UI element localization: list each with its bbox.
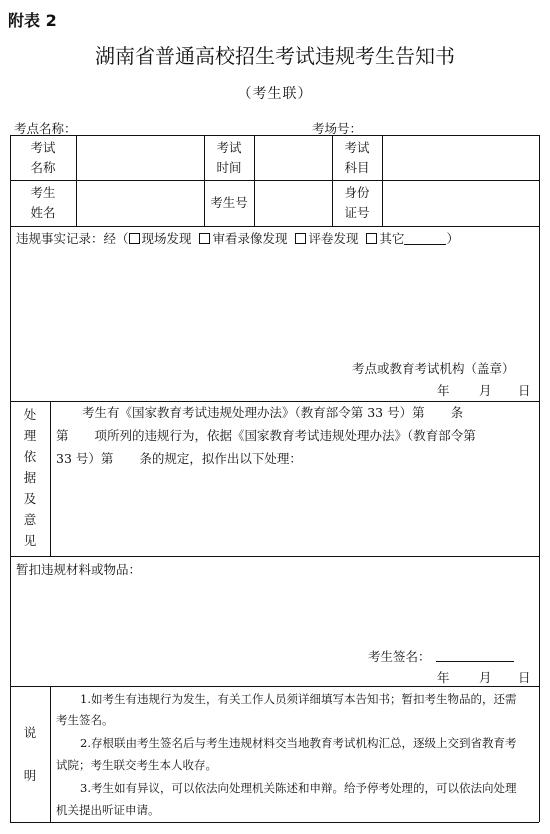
note-3-line-2: 机关提出听证申请。 xyxy=(56,803,160,817)
table-border-right xyxy=(539,135,540,822)
seal-date-month: 月 xyxy=(479,383,492,398)
exam-time-label: 考试 时间 xyxy=(216,139,242,175)
handling-text-line-1: 考生有《国家教育考试违规处理办法》（教育部令第 33 号）第 条 xyxy=(82,405,464,420)
checkbox-video-review[interactable] xyxy=(199,233,210,244)
side-char: 意 xyxy=(23,512,37,527)
violation-record-line xyxy=(16,229,459,247)
handling-text-line-3: 33 号）第 条的规定，拟作出以下处理： xyxy=(56,451,302,466)
side-char: 处 xyxy=(23,407,37,422)
row-divider xyxy=(10,226,539,227)
attachment-label: 附表 2 xyxy=(8,11,57,30)
checkbox-onsite[interactable] xyxy=(129,233,140,244)
note-1-line-2: 考生签名。 xyxy=(56,713,114,727)
exam-subject-field[interactable] xyxy=(383,136,539,180)
room-number-label: 考场号： xyxy=(312,121,363,136)
option-onsite: 现场发现 xyxy=(141,231,192,246)
candidate-number-field[interactable] xyxy=(255,181,332,226)
option-grading: 评卷发现 xyxy=(308,231,359,246)
candidate-name-label: 考生 姓名 xyxy=(30,185,56,220)
checkbox-grading[interactable] xyxy=(295,233,306,244)
signature-date-month: 月 xyxy=(479,670,492,685)
seal-label: 考点或教育考试机构（盖章） xyxy=(352,361,515,376)
side-char: 见 xyxy=(23,533,37,548)
document-title: 湖南省普通高校招生考试违规考生告知书 xyxy=(95,44,455,68)
site-name-label: 考点名称： xyxy=(14,121,77,136)
exam-name-field[interactable] xyxy=(77,136,204,180)
seized-items-label: 暂扣违规材料或物品： xyxy=(16,562,142,577)
exam-name-label: 考试 名称 xyxy=(30,139,56,175)
exam-subject-label: 考试 科目 xyxy=(344,139,370,175)
signature-date-day: 日 xyxy=(518,670,531,685)
note-2-line-2: 试院；考生联交考生本人收存。 xyxy=(56,758,217,772)
violation-record-label: 违规事实记录：经（ xyxy=(16,231,129,246)
option-other: 其它 xyxy=(379,231,405,246)
signature-date-year: 年 xyxy=(437,670,450,685)
option-video-review: 审看录像发现 xyxy=(212,231,288,246)
notes-side-char: 说 xyxy=(23,725,37,740)
note-3-line-1: 3.考生如有异议，可以依法向处理机关陈述和申辩。给予停考处理的，可以依法向处理 xyxy=(80,781,517,795)
table-border-left xyxy=(10,135,11,822)
handling-text-line-2: 第 项所列的违规行为，依据《国家教育考试违规处理办法》（教育部令第 xyxy=(56,428,476,443)
side-char: 依 xyxy=(23,449,37,464)
signature-line[interactable] xyxy=(436,661,514,662)
seal-date-year: 年 xyxy=(437,383,450,398)
side-char: 理 xyxy=(23,428,37,443)
signature-label: 考生签名： xyxy=(368,649,431,664)
exam-time-field[interactable] xyxy=(255,136,332,180)
side-char: 据 xyxy=(23,470,37,485)
candidate-number-label: 考生号 xyxy=(210,195,248,210)
column-divider xyxy=(50,686,51,822)
note-2-line-1: 2.存根联由考生签名后与考生违规材料交当地教育考试机构汇总，逐级上交到省教育考 xyxy=(80,736,517,750)
row-divider xyxy=(10,556,539,557)
candidate-name-field[interactable] xyxy=(77,181,204,226)
table-border-bottom xyxy=(10,822,539,823)
note-1-line-1: 1.如考生有违规行为发生，有关工作人员须详细填写本告知书；暂扣考生物品的，还需 xyxy=(80,692,517,706)
checkbox-other[interactable] xyxy=(366,233,377,244)
id-number-field[interactable] xyxy=(383,181,539,226)
other-fill-line[interactable] xyxy=(404,232,446,245)
violation-close-paren: ） xyxy=(446,231,459,246)
column-divider xyxy=(50,401,51,556)
notes-side-char: 明 xyxy=(23,768,37,783)
id-number-label: 身份 证号 xyxy=(344,185,370,220)
seal-date-day: 日 xyxy=(518,383,531,398)
side-char: 及 xyxy=(23,491,37,506)
document-subtitle: （考生联） xyxy=(237,86,313,102)
row-divider xyxy=(10,686,539,687)
